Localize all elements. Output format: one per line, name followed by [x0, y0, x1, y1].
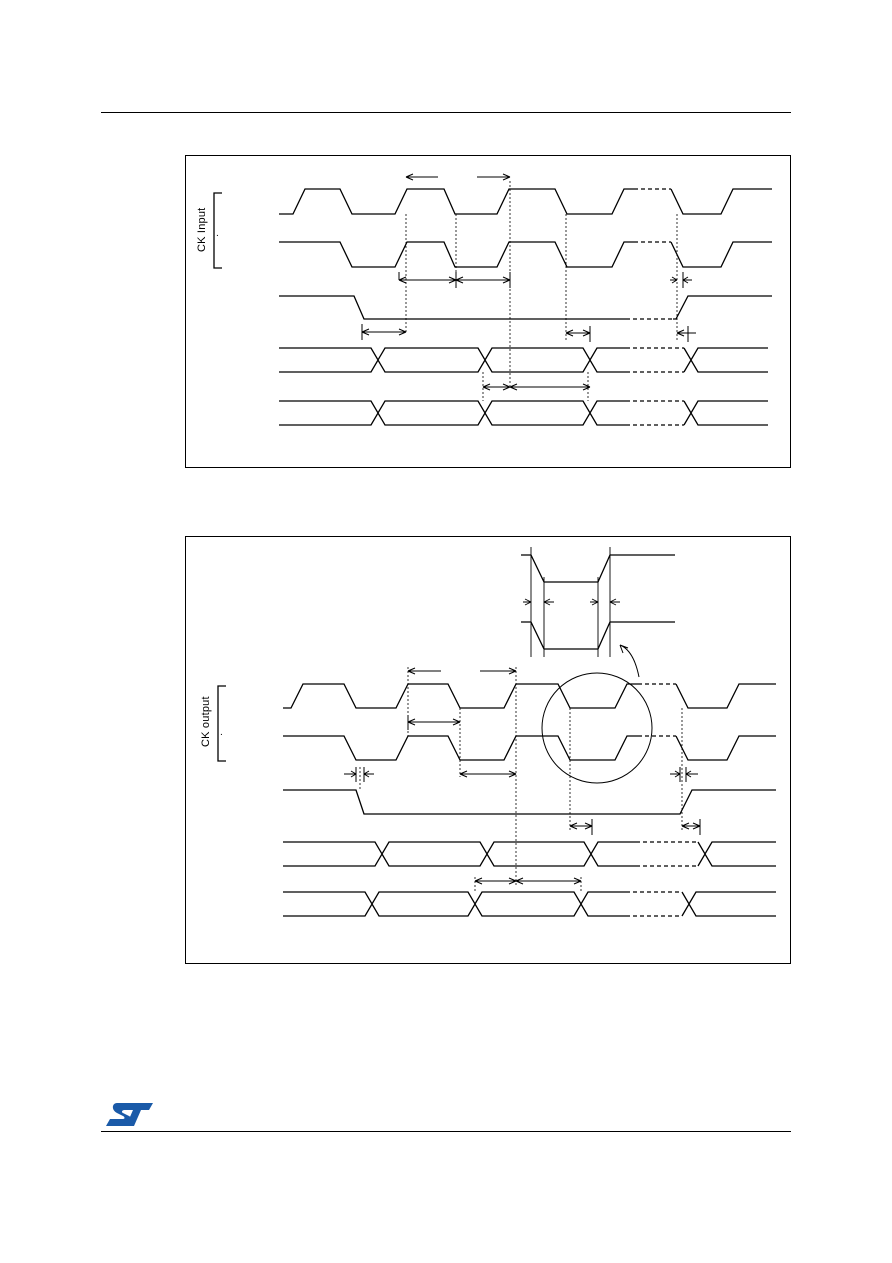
ck-waveform-1	[279, 189, 634, 214]
miso-bus	[283, 842, 636, 866]
st-logo-icon	[103, 1100, 157, 1130]
ck-waveform-1	[283, 684, 638, 708]
timing-arrows	[362, 174, 696, 390]
timing-diagram-ck-output	[185, 536, 791, 964]
reference-lines	[406, 181, 677, 401]
miso-bus	[279, 348, 626, 372]
zoom-circle	[542, 673, 652, 783]
mosi-bus-dashed	[626, 401, 684, 425]
ck-bracket	[214, 193, 222, 268]
miso-bus-b	[698, 842, 776, 866]
timing-diagram-ck-input	[185, 155, 791, 468]
mosi-bus-b	[684, 401, 768, 425]
miso-bus-b	[684, 348, 768, 372]
mosi-bus	[283, 892, 626, 916]
nss-waveform	[279, 296, 626, 319]
ck-waveform-2b	[671, 242, 772, 267]
timing-waveforms-input	[186, 156, 792, 469]
ck-waveform-2b	[676, 736, 776, 760]
nss-waveform-b	[673, 296, 772, 319]
ck-waveform-2	[283, 736, 638, 760]
ck-input-label-dot: .	[216, 228, 219, 239]
miso-bus-dashed	[636, 842, 698, 866]
mosi-bus-dashed	[626, 892, 682, 916]
miso-bus-dashed	[626, 348, 684, 372]
timing-arrows	[344, 668, 700, 884]
ck-bracket	[218, 686, 226, 761]
nss-waveform	[283, 790, 776, 814]
reference-lines	[360, 667, 682, 892]
header-rule	[101, 112, 791, 113]
mosi-bus	[279, 401, 626, 425]
timing-waveforms-output	[186, 537, 792, 965]
ck-input-label: CK Input	[196, 207, 208, 252]
footer-rule	[101, 1131, 791, 1132]
ck-waveform-1b	[671, 189, 772, 214]
rise-fall-zoom-inset	[521, 547, 675, 677]
ck-output-label-dot: .	[220, 727, 223, 738]
ck-output-label: CK output	[200, 696, 212, 747]
ck-waveform-1b	[676, 684, 776, 708]
ck-waveform-2	[279, 242, 634, 267]
mosi-bus-b	[682, 892, 776, 916]
